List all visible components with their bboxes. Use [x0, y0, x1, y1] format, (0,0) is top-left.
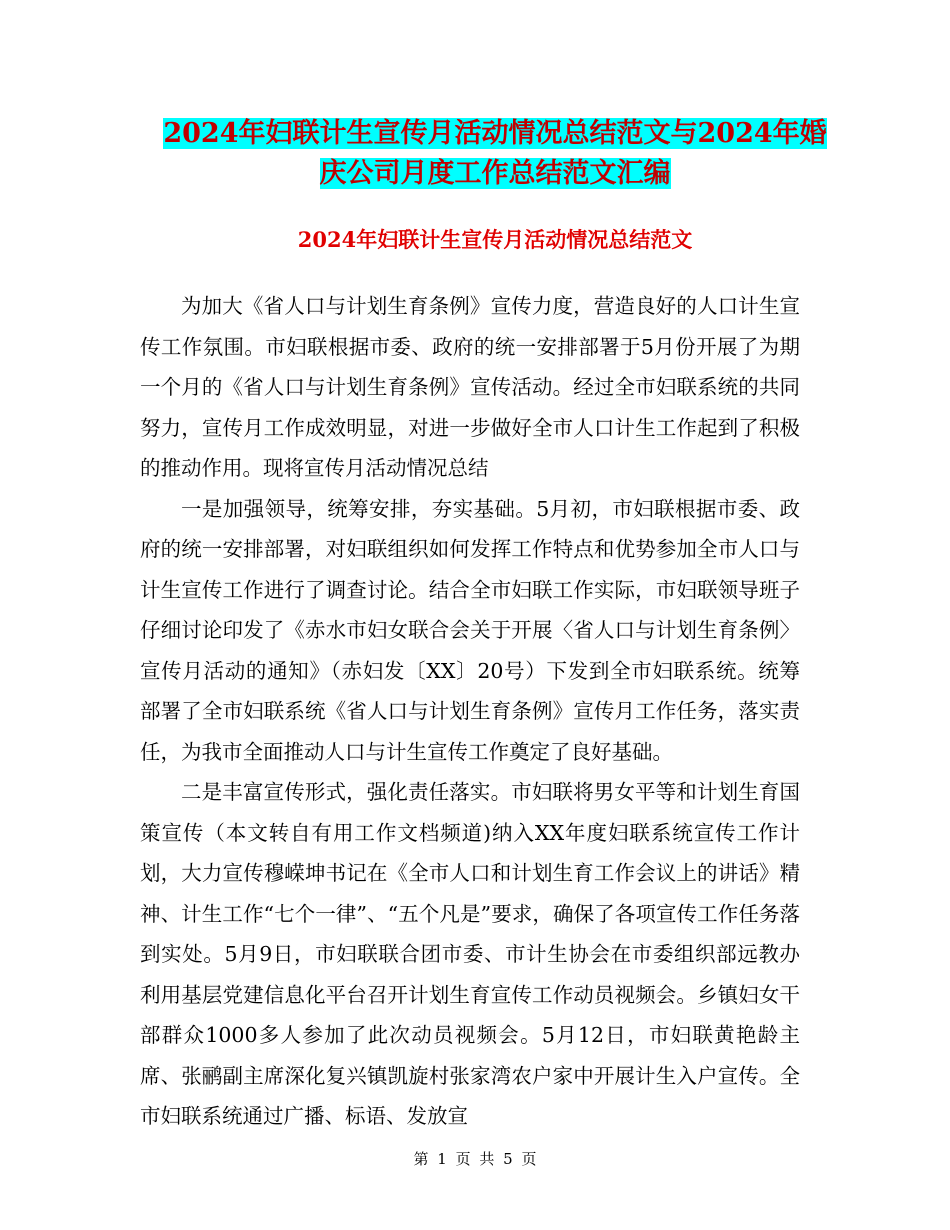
- section-title: 2024年妇联计生宣传月活动情况总结范文: [297, 227, 693, 252]
- page-footer: 第 1 页 共 5 页: [413, 1150, 537, 1168]
- paragraph-2: 一是加强领导，统筹安排，夯实基础。5月初，市妇联根据市委、政府的统一安排部署，对妇联组织如何发挥工作特点和优势参加全市人口与计生宣传工作进行了调查讨论。结合全市妇联工作实际，市妇联领导班子仔细讨论印发了《赤水市妇女联合会关于开展〈省人口与计划生育条例〉宣传月活动的通知》（赤妇发〔XX〕20号）下发到全市妇联系统。统筹部署了全市妇联系统《省人口与计划生育条例》宣传月工作任务，落实责任，为我市全面推动人口与计生宣传工作奠定了良好基础。: [140, 496, 800, 764]
- paragraph-3: 二是丰富宣传形式，强化责任落实。市妇联将男女平等和计划生育国策宣传（本文转自有用工作文档频道)纳入XX年度妇联系统宣传工作计划，大力宣传穆嵘坤书记在《全市人口和计划生育工作会议上的讲话》精神、计生工作“七个一律”、“五个凡是”要求，确保了各项宣传工作任务落到实处。5月9日，市妇联联合团市委、市计生协会在市委组织部远教办利用基层党建信息化平台召开计划生育宣传工作动员视频会。乡镇妇女干部群众1000多人参加了此次动员视频会。5月12日，市妇联黄艳龄主席、张鹂副主席深化复兴镇凯旋村张家湾农户家中开展计生入户宣传。全市妇联系统通过广播、标语、发放宣: [140, 780, 800, 1128]
- document-title-line-2: [140, 150, 850, 198]
- document-body: [140, 286, 800, 1137]
- document-title-highlight-2: 庆公司月度工作总结范文汇编: [319, 158, 671, 189]
- document-title-highlight-1: 2024年妇联计生宣传月活动情况总结范文与2024年婚: [163, 118, 827, 149]
- paragraph-1: 为加大《省人口与计划生育条例》宣传力度，营造良好的人口计生宣传工作氛围。市妇联根据市委、政府的统一安排部署于5月份开展了为期一个月的《省人口与计划生育条例》宣传活动。经过全市妇联系统的共同努力，宣传月工作成效明显，对进一步做好全市人口计生工作起到了积极的推动作用。现将宣传月活动情况总结: [140, 294, 800, 480]
